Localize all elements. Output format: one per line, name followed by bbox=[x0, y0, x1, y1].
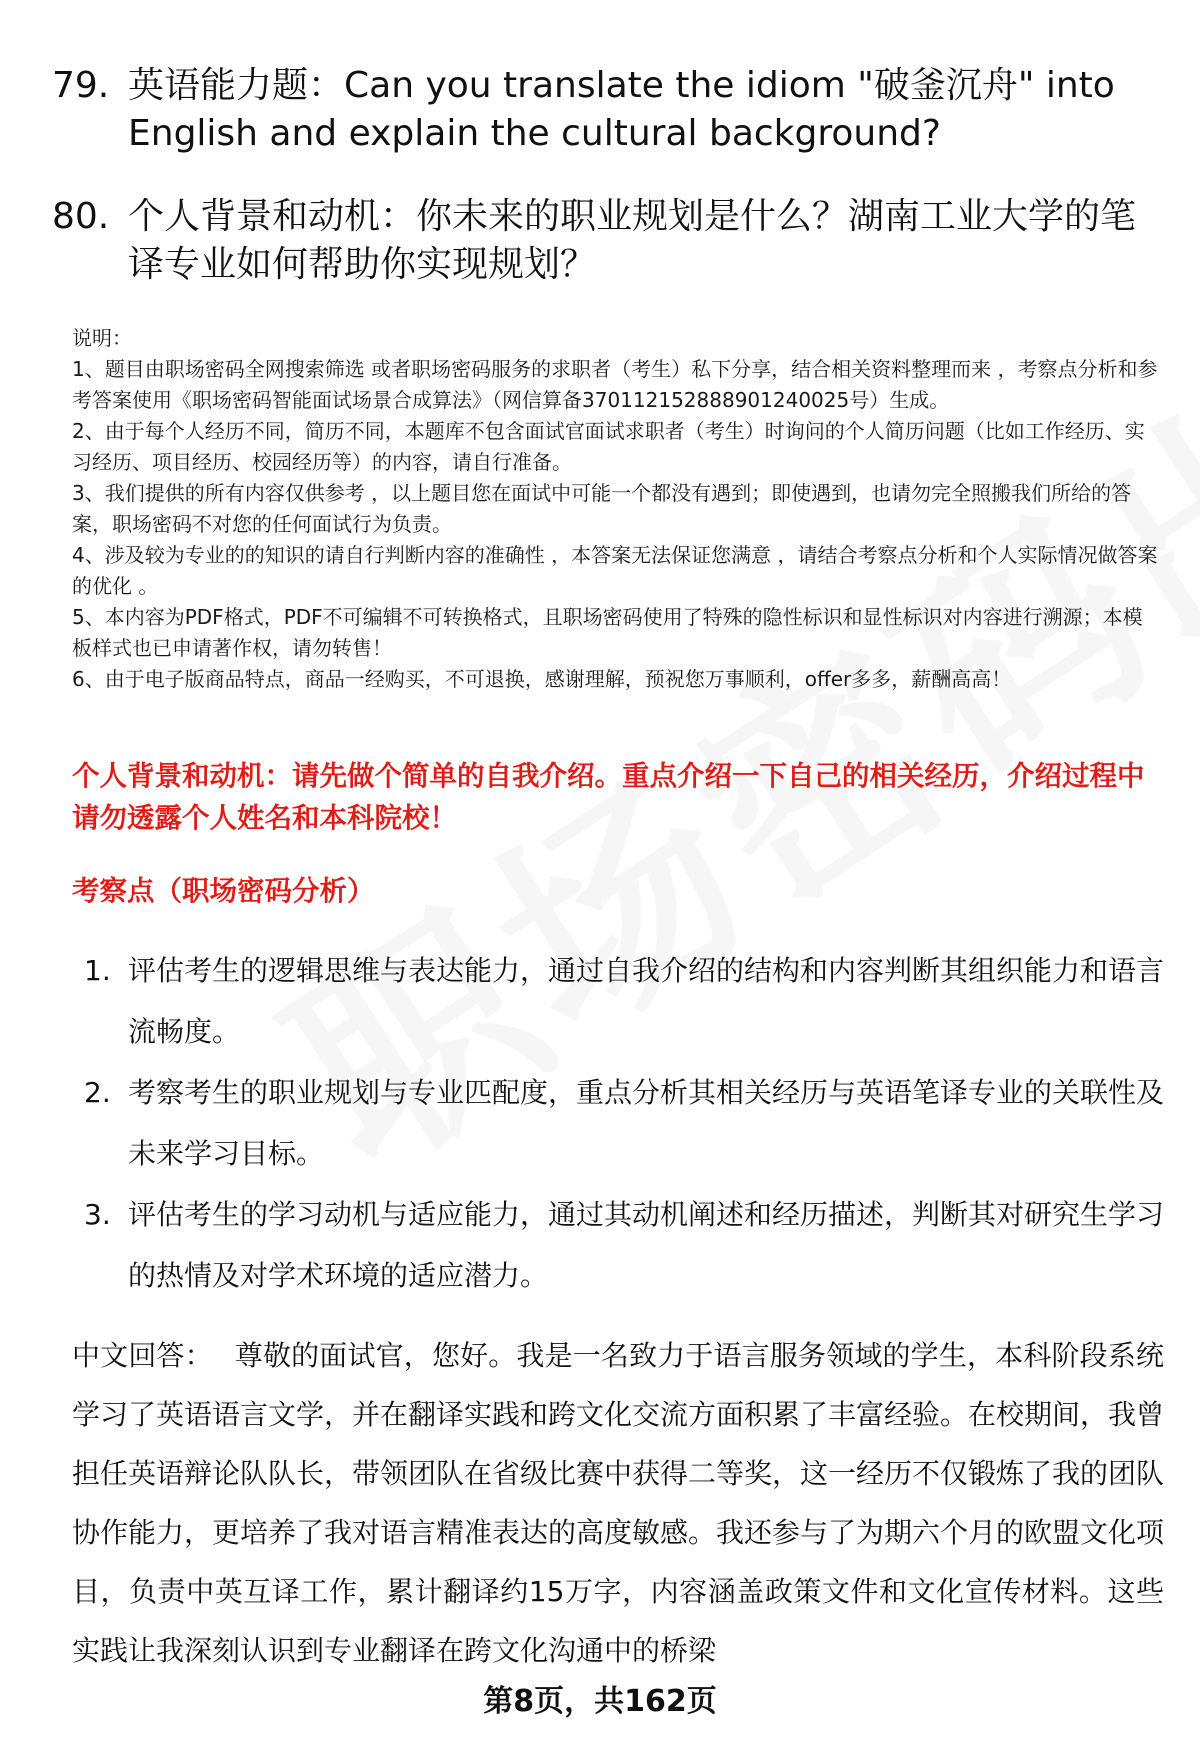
question-number: 79. bbox=[52, 65, 110, 106]
answer-text: 尊敬的面试官，您好。我是一名致力于语言服务领域的学生，本科阶段系统学习了英语语言文学，并在翻译实践和跨文化交流方面积累了丰富经验。在校期间，我曾担任英语辩论队队长，带领团队在省级比赛中获得二等奖，这一经历不仅锻炼了我的团队协作能力，更培养了我对语言精准表达的高度敏感。我还参与了为期六个月的欧盟文化项目，负责中英互译工作，累计翻译约15万字，内容涵盖政策文件和文化宣传材料。这些实践让我深刻认识到专业翻译在跨文化沟通中的桥梁 bbox=[72, 1339, 1165, 1667]
point-text: 评估考生的逻辑思维与表达能力，通过自我介绍的结构和内容判断其组织能力和语言流畅度。 bbox=[128, 954, 1165, 1048]
analysis-point bbox=[84, 1062, 1164, 1184]
point-text: 考察考生的职业规划与专业匹配度，重点分析其相关经历与英语笔译专业的关联性及未来学习目标。 bbox=[128, 1076, 1165, 1170]
answer-label: 中文回答： bbox=[72, 1339, 213, 1372]
analysis-point bbox=[84, 940, 1164, 1062]
note-item: 3、我们提供的所有内容仅供参考 ，以上题目您在面试中可能一个都没有遇到；即使遇到，也请勿完全照搬我们所给的答案，职场密码不对您的任何面试行为负责。 bbox=[72, 481, 1132, 536]
analysis-point bbox=[84, 1184, 1164, 1306]
current-question: 个人背景和动机：请先做个简单的自我介绍。重点介绍一下自己的相关经历，介绍过程中请勿透露个人姓名和本科院校！ bbox=[72, 760, 1145, 834]
point-number: 2. bbox=[84, 1076, 111, 1109]
note-item: 1、题目由职场密码全网搜索筛选 或者职场密码服务的求职者（考生）私下分享，结合相关资料整理而来 ，考察点分析和参考答案使用《职场密码智能面试场景合成算法》（网信算备370112152888901240025号）生成。 bbox=[72, 357, 1158, 412]
question-text: 英语能力题：Can you translate the idiom "破釜沉舟" into English and explain the cultural background? bbox=[128, 65, 1115, 154]
note-item: 4、涉及较为专业的的知识的请自行判断内容的准确性 ，本答案无法保证您满意 ，请结合考察点分析和个人实际情况做答案的优化 。 bbox=[72, 543, 1158, 598]
question-text: 个人背景和动机：你未来的职业规划是什么？湖南工业大学的笔译专业如何帮助你实现规划？ bbox=[128, 196, 1137, 285]
notes-heading: 说明： bbox=[72, 326, 132, 350]
point-number: 3. bbox=[84, 1198, 111, 1231]
analysis-points bbox=[84, 940, 1164, 1306]
point-text: 评估考生的学习动机与适应能力，通过其动机阐述和经历描述，判断其对研究生学习的热情及对学术环境的适应潜力。 bbox=[128, 1198, 1165, 1292]
question-80 bbox=[52, 193, 1162, 289]
question-79 bbox=[52, 62, 1162, 158]
note-item: 6、由于电子版商品特点，商品一经购买，不可退换，感谢理解，预祝您万事顺利，offer多多，薪酬高高！ bbox=[72, 667, 1012, 691]
answer-paragraph bbox=[72, 1326, 1164, 1680]
notes-section bbox=[72, 323, 1162, 695]
point-number: 1. bbox=[84, 954, 111, 987]
analysis-title: 考察点（职场密码分析） bbox=[72, 875, 375, 907]
note-item: 5、本内容为PDF格式，PDF不可编辑不可转换格式，且职场密码使用了特殊的隐性标识和显性标识对内容进行溯源；本模板样式也已申请著作权，请勿转售！ bbox=[72, 605, 1143, 660]
page-footer: 第8页，共162页 bbox=[483, 1684, 717, 1719]
note-item: 2、由于每个人经历不同，简历不同，本题库不包含面试官面试求职者（考生）时询问的个人简历问题（比如工作经历、实习经历、项目经历、校园经历等）的内容，请自行准备。 bbox=[72, 419, 1145, 474]
question-number: 80. bbox=[52, 196, 110, 237]
